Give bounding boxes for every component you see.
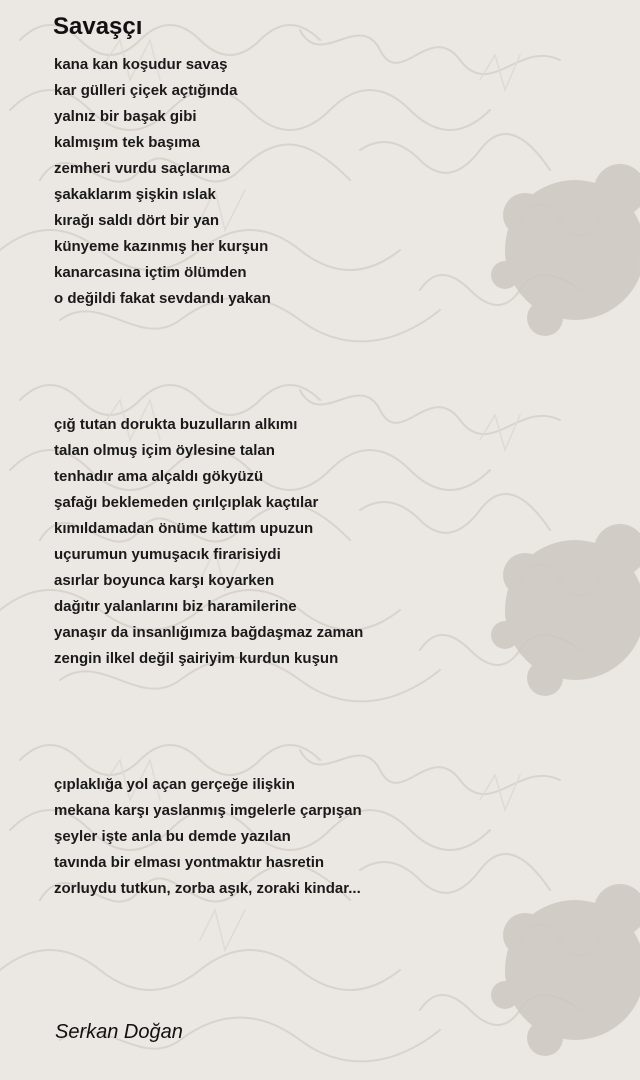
- poem-line: o değildi fakat sevdandı yakan: [54, 290, 271, 307]
- poem-line: şafağı beklemeden çırılçıplak kaçtılar: [54, 494, 319, 511]
- poem-stanza-3: [54, 772, 362, 902]
- poem-line: uçurumun yumuşacık firarisiydi: [54, 546, 281, 563]
- poem-line: çıplaklığa yol açan gerçeğe ilişkin: [54, 776, 295, 793]
- poem-line: yalnız bir başak gibi: [54, 108, 197, 125]
- poem-line: asırlar boyunca karşı koyarken: [54, 572, 275, 589]
- poem-line: künyeme kazınmış her kurşun: [54, 238, 269, 255]
- poem-line: kırağı saldı dört bir yan: [54, 212, 220, 229]
- poem-line: tavında bir elması yontmaktır hasretin: [54, 854, 325, 871]
- poem-line: zorluydu tutkun, zorba aşık, zoraki kindar...: [54, 880, 361, 897]
- poem-stanza-2: [54, 412, 363, 672]
- poem-line: çığ tutan dorukta buzulların alkımı: [54, 416, 298, 433]
- poem-line: şakaklarım şişkin ıslak: [54, 186, 216, 203]
- poem-line: mekana karşı yaslanmış imgelerle çarpışan: [54, 802, 362, 819]
- poem-line: kana kan koşudur savaş: [54, 56, 228, 73]
- poem-line: yanaşır da insanlığımıza bağdaşmaz zaman: [54, 624, 364, 641]
- poem-line: talan olmuş içim öylesine talan: [54, 442, 275, 459]
- poem-line: zengin ilkel değil şairiyim kurdun kuşun: [54, 650, 339, 667]
- poem-line: dağıtır yalanlarını biz haramilerine: [54, 598, 297, 615]
- poem-line: şeyler işte anla bu demde yazılan: [54, 828, 291, 845]
- poem-line: tenhadır ama alçaldı gökyüzü: [54, 468, 264, 485]
- poem-line: kımıldamadan önüme kattım upuzun: [54, 520, 314, 537]
- poem-title: Savaşçı: [53, 13, 143, 40]
- poem-line: kalmışım tek başıma: [54, 134, 200, 151]
- poem-line: kar gülleri çiçek açtığında: [54, 82, 238, 99]
- poem-author: Serkan Doğan: [55, 1021, 183, 1043]
- poem-line: kanarcasına içtim ölümden: [54, 264, 247, 281]
- poem-line: zemheri vurdu saçlarıma: [54, 160, 230, 177]
- poem-stanza-1: [54, 52, 271, 312]
